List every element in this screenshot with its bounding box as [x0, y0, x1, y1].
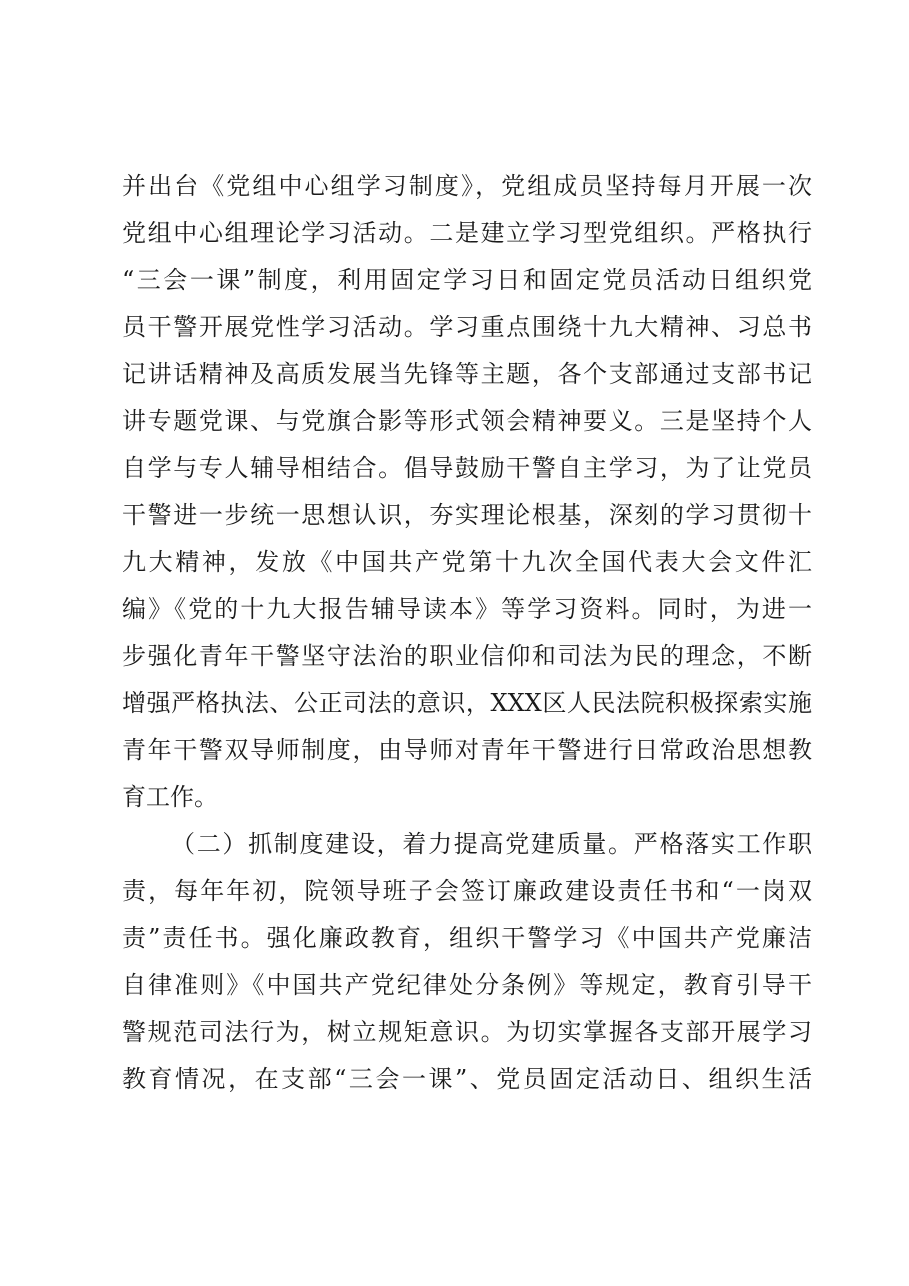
body-text — [122, 163, 812, 1103]
text-line: 自学与专人辅导相结合。倡导鼓励干警自主学习，为了让党员 — [122, 454, 812, 482]
text-line: 教育情况，在支部“三会一课”、党员固定活动日、组织生活 — [122, 1065, 812, 1093]
text-line: 记讲话精神及高质发展当先锋等主题，各个支部通过支部书记 — [122, 360, 812, 388]
text-line: 青年干警双导师制度，由导师对青年干警进行日常政治思想教 — [122, 736, 812, 764]
text-line: 九大精神，发放《中国共产党第十九次全国代表大会文件汇 — [122, 548, 812, 576]
text-line: 警规范司法行为，树立规矩意识。为切实掌握各支部开展学习 — [122, 1018, 812, 1046]
text-line: 育工作。 — [122, 783, 218, 811]
text-line: 讲专题党课、与党旗合影等形式领会精神要义。三是坚持个人 — [122, 407, 812, 435]
text-line: 干警进一步统一思想认识，夯实理论根基，深刻的学习贯彻十 — [122, 501, 812, 529]
text-line: 责”责任书。强化廉政教育，组织干警学习《中国共产党廉洁 — [122, 924, 812, 952]
text-line: 员干警开展党性学习活动。学习重点围绕十九大精神、习总书 — [122, 313, 812, 341]
text-line: 责，每年年初，院领导班子会签订廉政建设责任书和“一岗双 — [122, 877, 812, 905]
paragraph-2 — [122, 821, 812, 1103]
text-line: “三会一课”制度，利用固定学习日和固定党员活动日组织党 — [122, 266, 812, 294]
text-line: （二）抓制度建设，着力提高党建质量。严格落实工作职 — [171, 830, 812, 858]
paragraph-1 — [122, 163, 812, 821]
text-line: 自律准则》《中国共产党纪律处分条例》等规定，教育引导干 — [122, 971, 812, 999]
text-line: 步强化青年干警坚守法治的职业信仰和司法为民的理念，不断 — [122, 642, 812, 670]
text-line: 增强严格执法、公正司法的意识，XXX区人民法院积极探索实施 — [122, 689, 812, 717]
text-line: 并出台《党组中心组学习制度》，党组成员坚持每月开展一次 — [122, 172, 812, 200]
text-line: 党组中心组理论学习活动。二是建立学习型党组织。严格执行 — [122, 219, 812, 247]
text-line: 编》《党的十九大报告辅导读本》等学习资料。同时，为进一 — [122, 595, 812, 623]
